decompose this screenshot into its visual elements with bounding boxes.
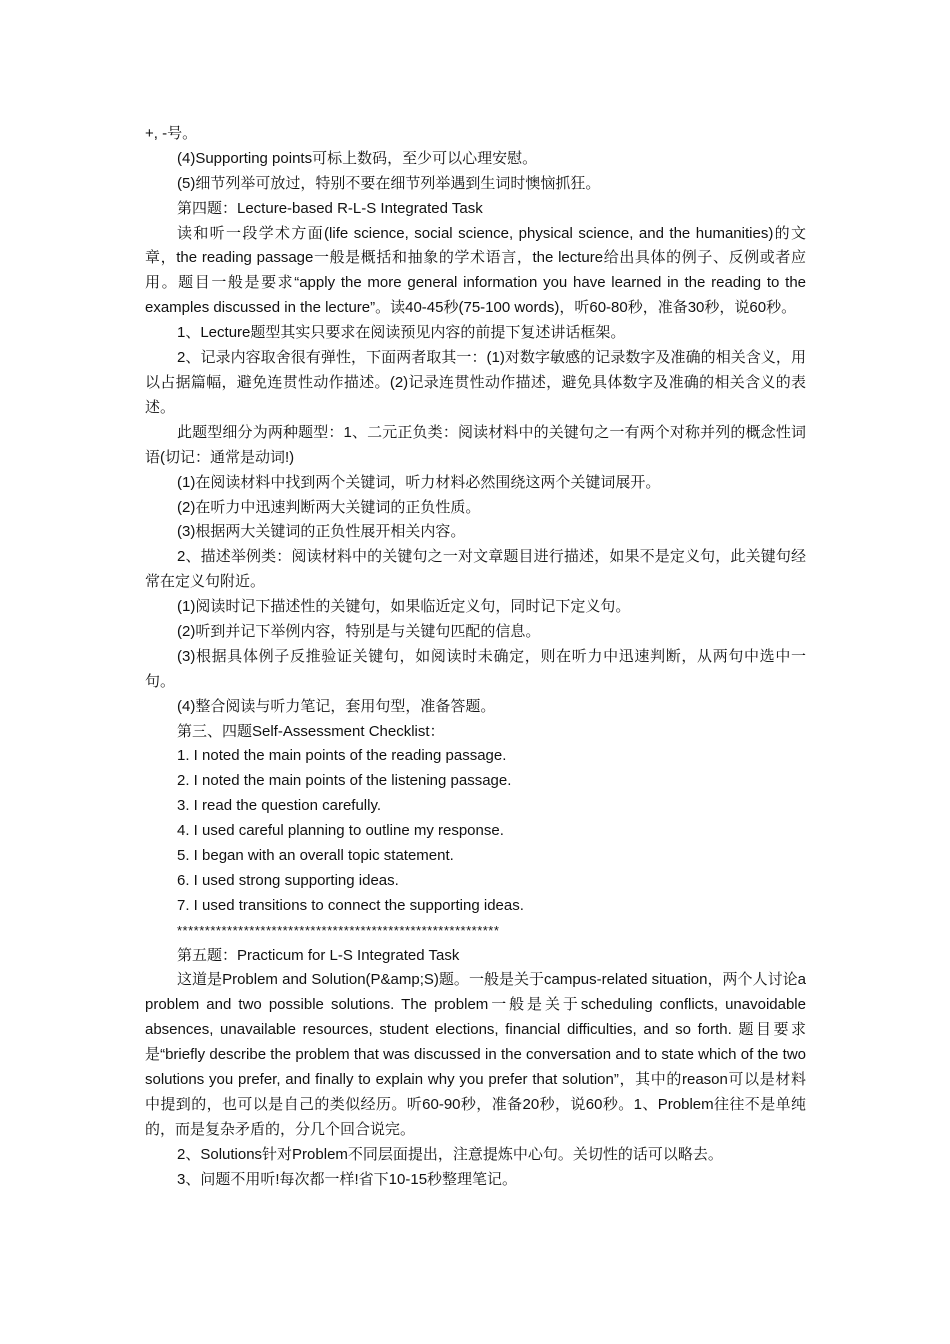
paragraph-continuation: +, -号。 — [145, 125, 198, 142]
paragraph-task-five-intro: 这道是Problem and Solution(P&amp;S)题。一般是关于campus-related situation，两个人讨论a problem and two possible solutions. The problem一般是关于scheduling conflicts, unavoidable absences, unavailable resources, student elections, financial difficulties, and so forth. 题目要求是“briefly describe the problem that was discussed in the conversation and to state which of the two solutions you prefer, and finally to explain why you prefer that solution”，其中的reason可以是材料中提到的，也可以是自己的类似经历。听60-90秒，准备20秒，说60秒。1、Problem往往不是单纯的，而是复杂矛盾的，分几个回合说完。 — [145, 971, 806, 1138]
document-page — [145, 122, 806, 1193]
list-item-expand: (3)根据两大关键词的正负性展开相关内容。 — [177, 523, 466, 541]
paragraph-question-types: 此题型细分为两种题型：1、二元正负类：阅读材料中的关键句之一有两个对称并列的概念性词语(切记：通常是动词!) — [145, 423, 806, 466]
list-item-integrate: (4)整合阅读与听力笔记，套用句型，准备答题。 — [177, 697, 496, 715]
paragraph-question-tip: 3、问题不用听!每次都一样!省下10-15秒整理笔记。 — [177, 1170, 518, 1188]
checklist-item-5: 5. I began with an overall topic statement. — [177, 847, 454, 865]
paragraph-supporting-points: (4)Supporting points可标上数码，至少可以心理安慰。 — [177, 149, 538, 167]
heading-task-five: 第五题：Practicum for L-S Integrated Task — [177, 946, 460, 964]
list-item-keywords: (1)在阅读材料中找到两个关键词，听力材料必然围绕这两个关键词展开。 — [177, 473, 661, 491]
star-divider: ********************************************************** — [177, 922, 500, 938]
paragraph-task-four-intro: 读和听一段学术方面(life science, social science, physical science, and the humanities)的文章，the reading passage一般是概括和抽象的学术语言，the lecture给出具体的例子、反例或者应用。题目一般是要求“apply the more general information you have learned in the reading to the examples discussed in the lecture”。读40-45秒(75-100 words)，听60-80秒，准备30秒，说60秒。 — [145, 224, 806, 317]
list-item-polarity: (2)在听力中迅速判断两大关键词的正负性质。 — [177, 498, 481, 516]
paragraph-solutions: 2、Solutions针对Problem不同层面提出，注意提炼中心句。关切性的话可以略去。 — [177, 1145, 723, 1163]
list-item-key-sentence: (1)阅读时记下描述性的关键句，如果临近定义句，同时记下定义句。 — [177, 598, 631, 616]
checklist-item-2: 2. I noted the main points of the listening passage. — [177, 772, 512, 790]
checklist-item-7: 7. I used transitions to connect the supporting ideas. — [177, 896, 524, 914]
checklist-item-6: 6. I used strong supporting ideas. — [177, 871, 399, 889]
checklist-item-1: 1. I noted the main points of the reading passage. — [177, 747, 507, 765]
paragraph-description-type: 2、描述举例类：阅读材料中的关键句之一对文章题目进行描述，如果不是定义句，此关键句经常在定义句附近。 — [145, 548, 806, 591]
list-item-verify: (3)根据具体例子反推验证关键句，如阅读时未确定，则在听力中迅速判断，从两句中选中一句。 — [145, 647, 806, 690]
checklist-item-3: 3. I read the question carefully. — [177, 797, 382, 815]
list-item-examples: (2)听到并记下举例内容，特别是与关键句匹配的信息。 — [177, 622, 541, 640]
paragraph-lecture-type: 1、Lecture题型其实只要求在阅读预见内容的前提下复述讲话框架。 — [177, 324, 626, 342]
checklist-item-4: 4. I used careful planning to outline my response. — [177, 822, 504, 840]
paragraph-detail-list: (5)细节列举可放过，特别不要在细节列举遇到生词时懊恼抓狂。 — [177, 174, 601, 192]
heading-checklist: 第三、四题Self-Assessment Checklist： — [177, 722, 445, 740]
heading-task-four: 第四题：Lecture-based R-L-S Integrated Task — [177, 199, 483, 217]
paragraph-note-taking: 2、记录内容取舍很有弹性，下面两者取其一：(1)对数字敏感的记录数字及准确的相关含义，用以占据篇幅，避免连贯性动作描述。(2)记录连贯性动作描述，避免具体数字及准确的相关含义的表述。 — [145, 349, 806, 416]
